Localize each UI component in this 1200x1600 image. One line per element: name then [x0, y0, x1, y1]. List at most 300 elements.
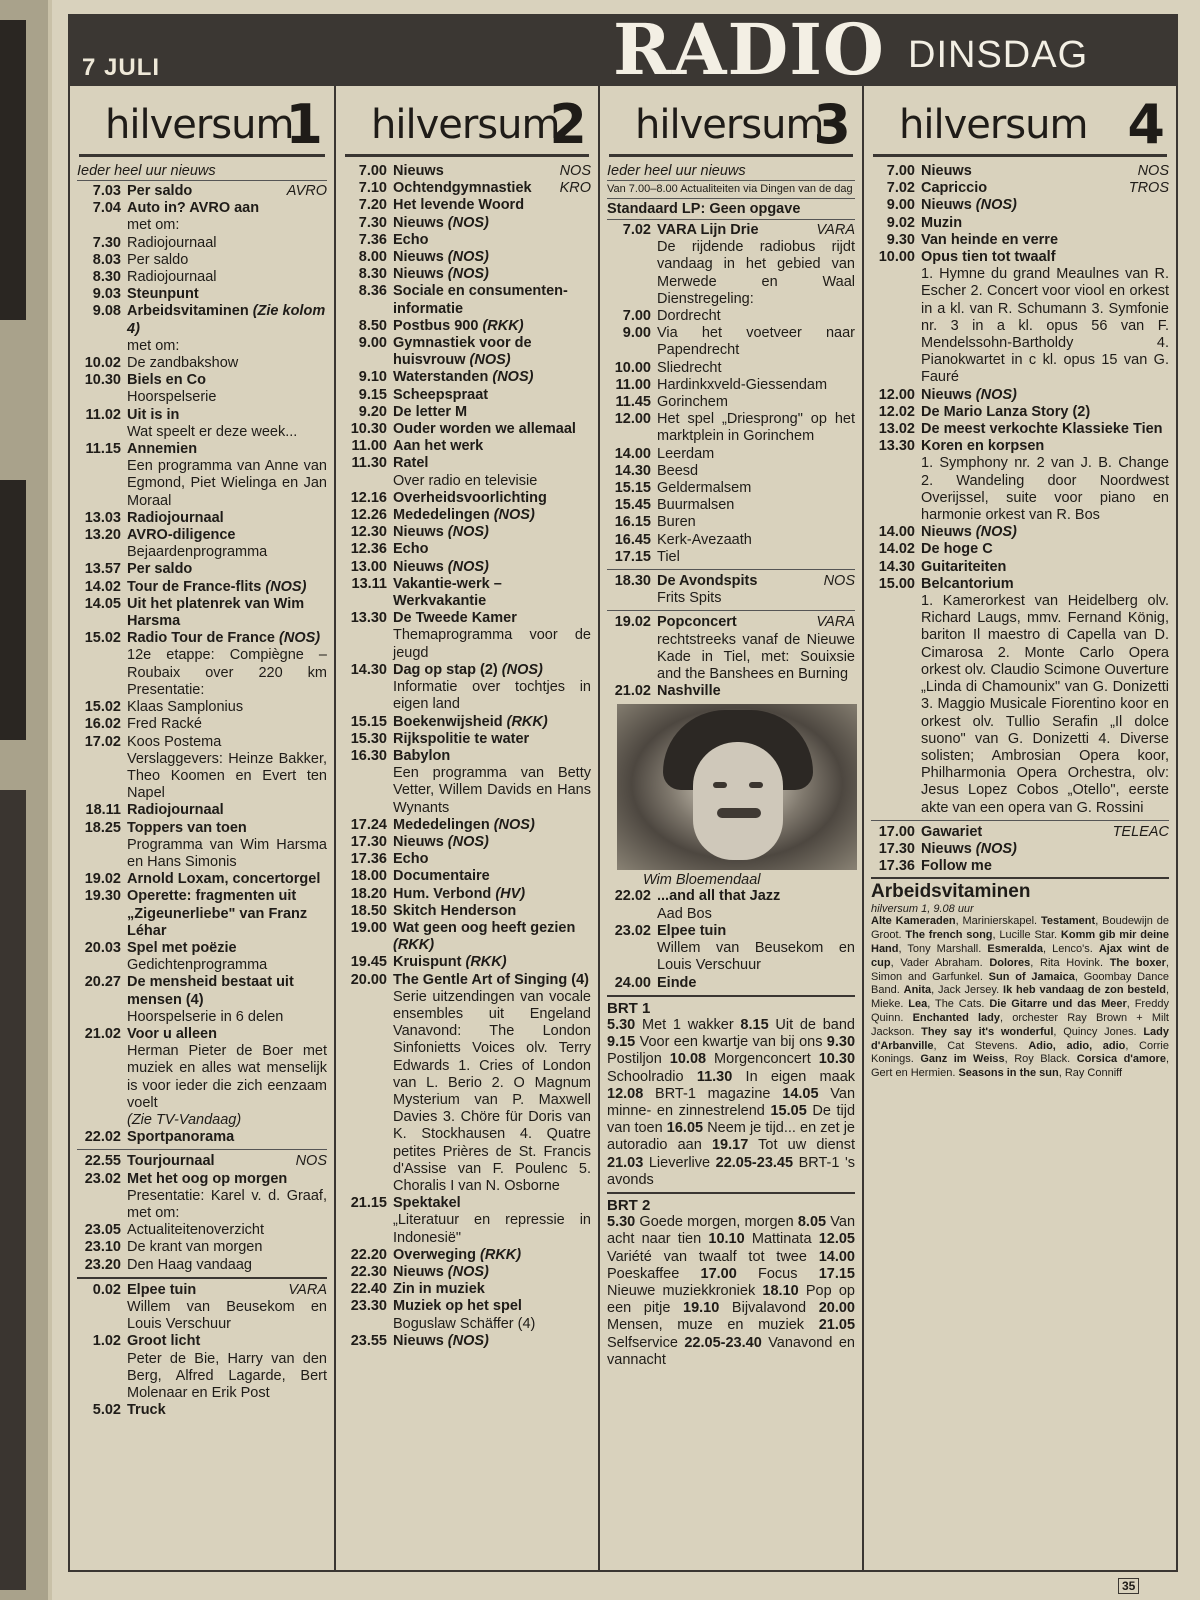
- brt-time: 22.05-23.45: [715, 1154, 794, 1171]
- programme-time: 7.02: [622, 222, 651, 238]
- programme-time: 23.10: [84, 1239, 121, 1256]
- programme-title: [393, 541, 591, 558]
- programme-time: 11.00: [615, 376, 651, 393]
- programme-name: Ochtendgymnastiek: [393, 180, 532, 197]
- programme-description: Hoorspelserie: [127, 389, 217, 406]
- programme-entry: [77, 820, 327, 872]
- programme-entry: [343, 490, 591, 507]
- song-artist: orchester Ray Brown + Milt Jackson: [871, 1011, 1169, 1038]
- programme-note-text: (Zie TV-Vandaag): [127, 1111, 242, 1128]
- programme-time: 23.05: [84, 1222, 121, 1239]
- programme-title: [393, 283, 591, 317]
- programme-entry: [77, 888, 327, 940]
- photo-eye: [713, 782, 727, 788]
- programme-name: Zin in muziek: [393, 1281, 485, 1298]
- programme-entry: [343, 335, 591, 369]
- programme-description: Herman Pieter de Boer met muziek en alles wat menselijk is voor ieder die zich eenzaam voelt: [127, 1043, 327, 1111]
- programme-time: 7.00: [622, 308, 651, 325]
- programme-name: Ouder worden we allemaal: [393, 421, 576, 438]
- programme-name: Hardinkxveld-Giessendam: [657, 376, 828, 393]
- station-heading: [345, 86, 589, 157]
- programme-entry: [343, 541, 591, 558]
- programme-entry: [343, 834, 591, 851]
- programme-title: [127, 596, 327, 630]
- programme-entry: [871, 858, 1169, 875]
- programme-title: [393, 851, 591, 868]
- programme-description: rechtstreeks vanaf de Nieuwe Kade in Tiel, met: Souixsie and the Banshees en Burning: [657, 631, 855, 683]
- song-artist: Vader Abraham: [900, 956, 980, 969]
- programme-name: Nashville: [657, 683, 721, 700]
- column-hilversum-2: [334, 86, 598, 1570]
- programme-name: Sociale en consumenten-informatie: [393, 283, 568, 317]
- brt-programme: Focus: [758, 1265, 798, 1282]
- programme-name: Tour de France-flits (NOS): [127, 578, 307, 595]
- programme-name: Den Haag vandaag: [127, 1256, 252, 1273]
- programme-name: Postbus 900 (RKK): [393, 317, 524, 334]
- programme-name: Buurmalsen: [657, 497, 735, 514]
- programme-note: [127, 1112, 327, 1129]
- programme-name: Nieuws (NOS): [393, 1332, 489, 1349]
- programme-entry: [871, 163, 1169, 180]
- programme-name: Dag op stap (2) (NOS): [393, 661, 543, 678]
- programme-time: 10.02: [84, 355, 121, 372]
- song-title: Adio, adio, adio: [1028, 1039, 1126, 1052]
- programme-entry: [77, 579, 327, 596]
- programme-name: Wat geen oog heeft gezien (RKK): [393, 919, 576, 954]
- programme-title: [921, 215, 1169, 232]
- programme-body: [657, 308, 855, 325]
- broadcaster-tag: (NOS): [447, 214, 489, 231]
- programme-name: Gorinchem: [657, 394, 728, 411]
- brt1-title: BRT 1: [607, 999, 651, 1017]
- programme-title: [127, 1129, 327, 1146]
- brt-programme: Nieuwe muziekkroniek: [607, 1282, 756, 1299]
- programme-time: 9.10: [358, 369, 387, 386]
- programme-title: [393, 1298, 591, 1315]
- programme-body: [393, 748, 591, 817]
- programme-body: [127, 1171, 327, 1223]
- programme-time: 23.55: [350, 1332, 387, 1349]
- programme-time: 23.20: [84, 1256, 121, 1273]
- programme-entry: [77, 1277, 327, 1334]
- programme-body: [657, 325, 855, 359]
- programme-title: [127, 1026, 327, 1043]
- presenter-photo: [617, 704, 857, 870]
- station-heading: [79, 86, 325, 157]
- magazine-page: [52, 0, 1200, 1600]
- programme-time: 18.00: [350, 868, 387, 885]
- brt1-text: [607, 1017, 855, 1189]
- programme-time: 8.00: [358, 249, 387, 266]
- programme-description: Programma van Wim Harsma en Hans Simonis: [127, 836, 327, 870]
- programme-body: [127, 1153, 327, 1170]
- programme-entry: [343, 180, 591, 197]
- programme-entry: [343, 1333, 591, 1350]
- programme-body: [657, 497, 855, 514]
- programme-entry: [77, 407, 327, 441]
- station-heading: [873, 86, 1167, 157]
- programme-body: [127, 1129, 327, 1146]
- broadcaster-tag: (NOS): [447, 249, 489, 266]
- programme-title: [393, 369, 591, 386]
- programme-entry: [77, 802, 327, 819]
- programme-entry: [343, 283, 591, 317]
- programme-entry: [871, 524, 1169, 541]
- programme-time: 15.00: [878, 575, 915, 592]
- programme-time: 0.02: [92, 1281, 121, 1298]
- programme-entry: [607, 549, 855, 566]
- adjacent-page-edge: [0, 0, 48, 1600]
- programme-body: [127, 579, 327, 596]
- programme-body: [127, 716, 327, 733]
- programme-time: 17.15: [614, 548, 651, 565]
- broadcaster-tag: (NOS): [469, 352, 511, 369]
- programme-body: [393, 1264, 591, 1281]
- song-title: Corsica d'amore: [1076, 1053, 1166, 1066]
- programme-description: Willem van Beusekom en Louis Verschuur: [657, 940, 855, 974]
- programme-time: 21.02: [614, 683, 651, 700]
- programme-name: Per saldo: [127, 251, 189, 268]
- programme-entry: [343, 369, 591, 386]
- programme-entry: [607, 923, 855, 975]
- programme-name: De letter M: [393, 403, 468, 420]
- programme-time: 14.05: [84, 595, 121, 612]
- programme-title: [127, 974, 327, 1008]
- programme-time: 7.02: [886, 180, 915, 197]
- programme-time: 10.00: [614, 359, 651, 376]
- programme-time: 14.02: [84, 578, 121, 595]
- programme-time: 15.02: [84, 699, 121, 716]
- broadcaster: TELEAC: [1112, 823, 1169, 840]
- programme-title: [127, 286, 327, 303]
- broadcaster: TROS: [1128, 180, 1169, 197]
- programme-entry: [343, 610, 591, 662]
- brt-time: 17.15: [818, 1265, 855, 1282]
- programme-body: [393, 559, 591, 576]
- programme-body: [127, 303, 327, 355]
- song-title: Anita: [903, 984, 932, 997]
- programme-body: [127, 1282, 327, 1334]
- programme-name: Koos Postema: [127, 733, 222, 750]
- programme-entry: [77, 734, 327, 803]
- programme-body: [393, 335, 591, 369]
- programme-list: [77, 183, 327, 1419]
- programme-entry: [77, 596, 327, 630]
- programme-name: De Avondspits: [657, 573, 758, 590]
- programme-time: 8.50: [358, 317, 387, 334]
- programme-title: [393, 335, 591, 369]
- song-artist: Freddy Quinn: [871, 998, 1169, 1024]
- programme-entry: [343, 266, 591, 283]
- broadcaster: NOS: [559, 163, 591, 179]
- programme-name: Arnold Loxam, concertorgel: [127, 871, 321, 888]
- programme-name: Dordrecht: [657, 308, 721, 325]
- programme-body: [393, 163, 591, 180]
- programme-name: Biels en Co: [127, 372, 206, 389]
- programme-time: 18.25: [84, 819, 121, 836]
- programme-time: 8.36: [358, 283, 387, 300]
- programme-name: Muzin: [921, 214, 963, 231]
- programme-time: 24.00: [614, 974, 651, 991]
- programme-name: Buren: [657, 514, 696, 531]
- programme-time: 18.50: [350, 902, 387, 919]
- brt-time: 19.10: [683, 1300, 720, 1317]
- broadcaster-tag: (NOS): [447, 833, 489, 850]
- song-title: Alte Kameraden: [871, 915, 956, 928]
- programme-title: [921, 232, 1169, 249]
- programme-name: VARA Lijn Drie: [657, 222, 759, 238]
- programme-time: 22.20: [350, 1246, 387, 1263]
- programme-entry: [77, 940, 327, 974]
- programme-time: 13.11: [351, 575, 387, 592]
- programme-title: [393, 455, 591, 472]
- programme-entry: [77, 527, 327, 561]
- programme-time: 15.15: [350, 713, 387, 730]
- programme-time: 5.02: [92, 1402, 121, 1419]
- broadcaster-tag: (HV): [495, 885, 526, 902]
- programme-name: Capriccio: [921, 180, 988, 197]
- programme-name: Operette: fragmenten uit „Zigeunerliebe" van Franz Léhar: [127, 888, 308, 939]
- programme-body: [921, 576, 1169, 817]
- programme-entry: [871, 197, 1169, 214]
- adjacent-page-block: [0, 480, 26, 740]
- header-date: 7 JULI: [82, 54, 161, 81]
- programme-name: Nieuws (NOS): [921, 386, 1017, 403]
- programme-time: 13.02: [878, 421, 915, 438]
- programme-name: Skitch Henderson: [393, 902, 517, 919]
- programme-body: [393, 610, 591, 662]
- programme-title: [921, 421, 1169, 438]
- programme-time: 8.03: [92, 251, 121, 268]
- programme-entry: [77, 1333, 327, 1402]
- programme-name: De Mario Lanza Story (2): [921, 403, 1091, 420]
- programme-name: Overheidsvoorlichting: [393, 489, 547, 506]
- programme-title: [393, 215, 591, 232]
- programme-name: Echo: [393, 541, 429, 558]
- brt-time: 21.03: [607, 1154, 644, 1171]
- programme-title: [127, 579, 327, 596]
- programme-title: [921, 824, 1169, 841]
- programme-time: 19.45: [350, 954, 387, 971]
- station-number: 4: [1127, 93, 1165, 156]
- programme-name: Overweging (RKK): [393, 1246, 522, 1263]
- broadcaster-tag: (NOS): [501, 661, 543, 678]
- song-artist: Lenco's: [1052, 942, 1090, 955]
- programme-time: 11.45: [615, 394, 651, 411]
- brt-programme: Lieverlive: [648, 1154, 711, 1171]
- programme-body: [127, 286, 327, 303]
- programme-body: [393, 283, 591, 317]
- programme-body: [657, 573, 855, 607]
- programme-entry: [343, 1281, 591, 1298]
- programme-entry: [607, 683, 855, 700]
- song-artist: Corrie Konings: [871, 1039, 1169, 1066]
- broadcaster: NOS: [295, 1153, 327, 1170]
- programme-entry: [343, 662, 591, 714]
- programme-body: [657, 222, 855, 308]
- programme-title: [393, 1333, 591, 1350]
- programme-body: [127, 1239, 327, 1256]
- brt-programme: Tot uw dienst: [758, 1137, 856, 1154]
- brt-programme: Schoolradio: [607, 1068, 684, 1085]
- programme-body: [393, 868, 591, 885]
- programme-body: [127, 888, 327, 940]
- programme-title: [393, 232, 591, 249]
- broadcaster: NOS: [823, 573, 855, 590]
- broadcaster-tag: (NOS): [975, 386, 1017, 403]
- programme-time: 13.30: [878, 438, 915, 455]
- programme-entry: [77, 974, 327, 1026]
- brt-programme: BRT-1 's avonds: [607, 1154, 855, 1188]
- programme-body: [393, 886, 591, 903]
- programme-body: [657, 514, 855, 531]
- song-title: Ik heb vandaag de zon besteld: [1003, 984, 1166, 997]
- programme-entry: [77, 1026, 327, 1129]
- programme-name: AVRO-diligence: [127, 527, 236, 544]
- brt-time: 10.10: [708, 1231, 745, 1248]
- broadcaster-tag: (NOS): [279, 630, 321, 647]
- programme-title: [393, 954, 591, 971]
- song-title: Dolores: [989, 956, 1031, 969]
- song-artist: Cat Stevens: [947, 1039, 1015, 1052]
- programme-description: 1. Hymne du grand Meaulnes van R. Escher 2. Concert voor viool en orkest in a kl. van R. Schumann 3. Symfonie nr. 3 in a kl. opus 56 van F. Mendelssohn-Bartholdy 4. Pianokwartet in c kl. opus 15 van G. Fauré: [921, 266, 1169, 386]
- programme-name: Per saldo: [127, 183, 193, 199]
- programme-title: [921, 541, 1169, 558]
- programme-entry: [343, 731, 591, 748]
- programme-time: 19.00: [350, 919, 387, 936]
- programme-name: Follow me: [921, 858, 992, 875]
- programme-time: 13.00: [350, 558, 387, 575]
- programme-title: [127, 940, 327, 957]
- programme-name: Van heinde en verre: [921, 231, 1059, 248]
- programme-time: 17.24: [350, 816, 387, 833]
- programme-entry: [607, 514, 855, 531]
- song-title: Ganz im Weiss: [920, 1053, 1005, 1066]
- programme-name: Ratel: [393, 455, 429, 472]
- programme-time: 9.00: [622, 325, 651, 342]
- programme-title: [393, 903, 591, 920]
- programme-entry: [77, 630, 327, 699]
- programme-body: [657, 683, 855, 700]
- programme-entry: [607, 569, 855, 607]
- programme-body: [657, 888, 855, 922]
- programme-entry: [871, 215, 1169, 232]
- brt-time: 10.30: [818, 1051, 856, 1068]
- news-note: Ieder heel uur nieuws: [77, 163, 327, 181]
- brt-programme: In eigen maak: [745, 1068, 856, 1085]
- programme-title: [393, 1264, 591, 1281]
- song-title: Enchanted lady: [912, 1011, 1000, 1024]
- programme-name: De zandbakshow: [127, 355, 239, 372]
- programme-body: [921, 438, 1169, 524]
- song-title: The boxer: [1109, 956, 1166, 969]
- programme-time: 10.30: [350, 421, 387, 438]
- brt-time: 19.17: [711, 1137, 749, 1154]
- programme-body: [393, 662, 591, 714]
- programme-entry: [77, 355, 327, 372]
- song-title: Seasons in the sun: [958, 1067, 1059, 1080]
- programme-title: [393, 559, 591, 576]
- programme-title: [921, 163, 1169, 180]
- programme-body: [127, 407, 327, 441]
- programme-name: Tiel: [657, 548, 680, 565]
- song-artist: Goombay Dance Band: [871, 970, 1169, 997]
- programme-body: [127, 235, 327, 252]
- programme-time: 13.20: [84, 527, 121, 544]
- broadcaster-tag: (NOS): [975, 524, 1017, 541]
- programme-name: Steunpunt: [127, 286, 199, 303]
- programme-time: 14.02: [878, 541, 915, 558]
- programme-time: 22.02: [614, 888, 651, 905]
- song-title: Testament: [1040, 915, 1096, 928]
- programme-entry: [343, 215, 591, 232]
- programme-body: [393, 1281, 591, 1298]
- programme-title: [127, 441, 327, 458]
- programme-body: [127, 1257, 327, 1274]
- programme-time: 8.30: [92, 269, 121, 286]
- programme-time: 17.36: [350, 851, 387, 868]
- programme-time: 8.30: [358, 266, 387, 283]
- programme-description: Aad Bos: [657, 905, 712, 922]
- brt-programme: Poeskaffee: [607, 1265, 680, 1282]
- programme-name: Spektakel: [393, 1195, 461, 1212]
- song-artist: Gert en Hermien: [871, 1067, 953, 1080]
- programme-time: 9.15: [358, 386, 387, 403]
- brt-programme: Vanavond en vannacht: [607, 1334, 855, 1368]
- programme-entry: [607, 325, 855, 359]
- programme-title: [127, 1333, 327, 1350]
- programme-body: [127, 1222, 327, 1239]
- programme-name: Nieuws: [921, 163, 972, 179]
- programme-title: [393, 610, 591, 627]
- programme-entry: [77, 1171, 327, 1223]
- programme-name: Annemien: [127, 441, 198, 458]
- programme-title: [393, 886, 591, 903]
- brt-time: 20.00: [818, 1300, 855, 1317]
- programme-time: 12.36: [350, 541, 387, 558]
- programme-description: met om:: [127, 217, 180, 234]
- programme-body: [127, 699, 327, 716]
- programme-time: 23.02: [614, 922, 651, 939]
- photo-caption: Wim Bloemendaal: [643, 872, 761, 889]
- programme-title: [393, 714, 591, 731]
- programme-time: 11.02: [85, 406, 121, 423]
- programme-body: [127, 441, 327, 510]
- broadcaster: AVRO: [286, 183, 327, 199]
- programme-title: [393, 197, 591, 214]
- programme-time: 18.30: [614, 573, 651, 590]
- programme-body: [657, 923, 855, 975]
- programme-name: Elpee tuin: [127, 1281, 197, 1298]
- programme-body: [393, 731, 591, 748]
- programme-body: [921, 404, 1169, 421]
- programme-body: [393, 834, 591, 851]
- brt2-text: [607, 1214, 855, 1369]
- programme-time: 9.03: [92, 286, 121, 303]
- brt-time: 22.05-23.40: [684, 1334, 762, 1351]
- programme-entry: [343, 1298, 591, 1332]
- brt-programme: Van acht naar tien: [607, 1214, 856, 1248]
- brt-time: 9.15: [607, 1034, 636, 1051]
- programme-time: 10.30: [84, 372, 121, 389]
- programme-name: Aan het werk: [393, 438, 484, 455]
- brt-programme: BRT-1 magazine: [655, 1085, 771, 1102]
- programme-body: [393, 369, 591, 386]
- programme-time: 12.02: [878, 403, 915, 420]
- programme-entry: [77, 1129, 327, 1146]
- programme-time: 11.30: [351, 455, 387, 472]
- programme-title: [127, 1282, 327, 1299]
